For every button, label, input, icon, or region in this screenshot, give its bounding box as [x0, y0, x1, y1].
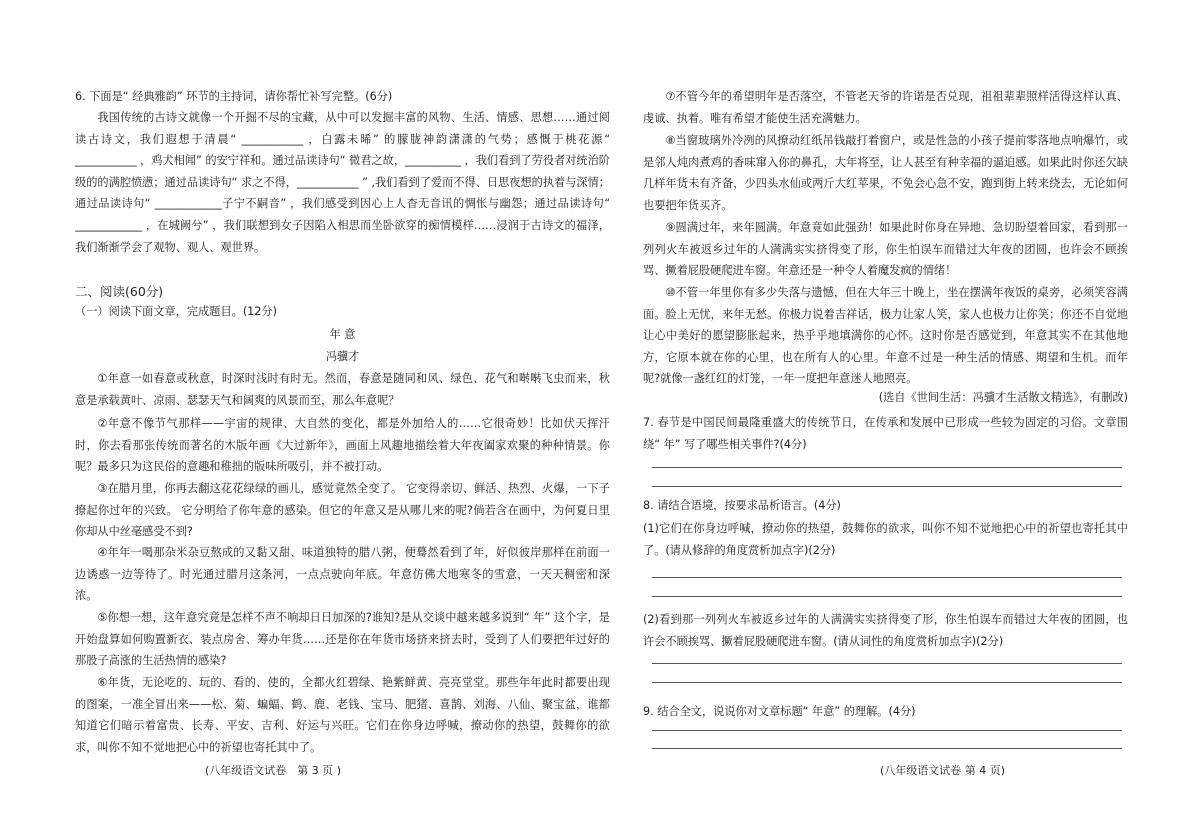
- q8-2-answer-line-2[interactable]: [652, 682, 1122, 683]
- article-source: (选自《世间生活：冯骥才生活散文精选》，有删改): [878, 391, 1128, 404]
- left-page-footer: (八年级语文试卷 第 3 页 ): [205, 764, 342, 777]
- para-6: ⑥年货，无论吃的、玩的、看的、使的，全都火红碧绿、艳紫鲜黄、亮亮堂堂。那些年年此时都要出现的图案，一准全冒出来——松、菊、蝙蝠、鹤、鹿、老钱、宝马、肥猪、喜鹊、刘海、八仙、聚宝盆，谁都知道它们暗示着富贵、长寿、平安、吉利、好运与兴旺。它们在你身边呼喊，撩动你的热望，鼓舞你的欲求，叫你不知不觉地把心中的祈望也寄托其中了。: [75, 676, 610, 754]
- q9-answer-line-1[interactable]: [652, 730, 1122, 731]
- section-reading-heading: 二、阅读(60分): [75, 284, 164, 299]
- q8-1-answer-line-1[interactable]: [652, 577, 1122, 578]
- article-author: 冯骥才: [325, 350, 360, 363]
- q8-prompt: 8. 请结合语境，按要求品析语言。(4分): [643, 499, 841, 512]
- q8-1-prompt: (1)它们在你身边呼喊，撩动你的热望，鼓舞你的欲求，叫你不知不觉地把心中的祈望也寄托其中了。(请从修辞的角度赏析加点字)(2分): [643, 522, 1128, 557]
- right-page-footer: (八年级语文试卷 第 4 页): [880, 764, 1006, 777]
- part1-heading: （一）阅读下面文章，完成题目。(12分): [75, 305, 277, 318]
- para-1: ①年意一如春意或秋意，时深时浅时有时无。然而，春意是随同和风、绿色、花气和啭啭飞虫而来，秋意是承载黄叶、凉雨、瑟瑟天气和阔爽的风景而至，那么年意呢？: [75, 372, 610, 407]
- para-9: ⑨圆满过年，来年圆满。年意竟如此强劲！如果此时你身在异地、急切盼望着回家，看到那一列列火车被返乡过年的人满满实实挤得变了形，你生怕误车而错过大年夜的团圆，也许会不顾挨骂、撅着屁股硬爬进车窗。年意还是一种令人着魔发疯的情绪！: [643, 221, 1128, 278]
- q7-answer-line-1[interactable]: [652, 467, 1122, 468]
- para-4: ④年年一喝那杂米杂豆熬成的又黏又甜、味道独特的腊八粥，便蓦然看到了年，好似彼岸那样在前面一边诱惑一边等待了。时光通过腊月这条河，一点点驶向年底。年意仿佛大地寒冬的雪意，一天天稠密和深浓。: [75, 546, 610, 603]
- q8-1-answer-line-2[interactable]: [652, 596, 1122, 597]
- para-3: ③在腊月里，你再去翻这花花绿绿的画儿，感觉竟然全变了。 它变得亲切、鲜活、热烈、火爆，一下子撩起你过年的兴致。 它分明给了你年意的感染。但它的年意又是从哪儿来的呢?倘若含在画中，为何夏日里你却从中丝毫感受不到?: [75, 482, 610, 539]
- para-2: ②年意不像节气那样——宇宙的规律、大自然的变化，都是外加给人的……它很奇妙！比如伏天挥汗时，你去看那张传统而著名的木版年画《大过新年》，画面上风趣地描绘着大年夜阖家欢聚的种种情景。你呢？最多只为这民俗的意趣和稚拙的版味所吸引，并不被打动。: [75, 417, 610, 474]
- q7-answer-line-2[interactable]: [652, 486, 1122, 487]
- q9-answer-line-2[interactable]: [652, 748, 1122, 749]
- q7-prompt: 7. 春节是中国民间最隆重盛大的传统节日，在传承和发展中已形成一些较为固定的习俗。文章围绕“ 年” 写了哪些相关事件?(4分): [643, 416, 1128, 451]
- para-10: ⑩不管一年里你有多少失落与遗憾，但在大年三十晚上，坐在摆满年夜饭的桌旁，必须笑容满面。脸上无忧，来年无愁。你极力说着吉祥话，极力让家人笑，家人也极力让你笑；你还不自觉地让心中美好的愿望膨胀起来，热乎乎地填满你的心怀。这时你是否感觉到，年意其实不在其他地方，它原本就在你的心里，也在所有人的心里。年意不过是一种生活的情感、期望和生机。而年呢?就像一盏红红的灯笼，一年一度把年意迷人地照亮。: [643, 286, 1128, 386]
- article-title: 年 意: [329, 328, 356, 341]
- q6-body: 我国传统的古诗文就像一个开掘不尽的宝藏，从中可以发掘丰富的风物、生活、情感、思想……通过阅读古诗文，我们遐想于清晨“ ___________ ，白露未晞” 的朦胧神韵潇潇的气势；感慨于桃花源“ ___________ ，鸡犬相闻” 的安宁祥和。通过品读诗句“ 微君之故，__________ ，我们看到了劳役者对统治阶级的的满腔愤懑；通过品读诗句“ 求之不得，___________ ” ,我们看到了爱而不得、日思夜想的执着与深情；通过品读诗句“ ____________子宁不嗣音” ，我们感受到因心上人杳无音讯的惆怅与幽怨；通过品读诗句“ ____________ ，在城阙兮” ，我们联想到女子因陷入相思而坐卧欲穿的痴情模样……浸润于古诗文的福泽，我们渐渐学会了观物、观人、观世界。: [75, 111, 610, 254]
- q9-prompt: 9. 结合全文，说说你对文章标题“ 年意” 的理解。(4分): [643, 705, 916, 718]
- para-8: ⑧当窗玻璃外冷冽的风撩动红纸吊钱敲打着窗户，或是性急的小孩子提前零落地点响爆竹，或是邻人炖肉煮鸡的香味窜入你的鼻孔，大年将至，让人甚至有种幸福的逼迫感。如果此时你还欠缺几样年货未有齐备，少四头水仙或两斤大红苹果，不免会心急不安，跑到街上转来绕去，无论如何也要把年货买齐。: [643, 134, 1128, 212]
- para-7: ⑦不管今年的希望明年是否落空，不管老天爷的许诺是否兑现，祖祖辈辈照样活得这样认真、虔诚、执着。唯有希望才能使生活充满魅力。: [643, 90, 1128, 125]
- q6-title: 6. 下面是“ 经典雅韵” 环节的主持词，请你帮忙补写完整。(6分): [75, 90, 393, 103]
- para-5: ⑤你想一想，这年意究竟是怎样不声不响却日日加深的?谁知?是从交谈中越来越多说到“ 年” 这个字，是开始盘算如何购置新衣、装点房舍、筹办年货……还是你在年货市场挤来挤去时，受到了人们要把年过好的那股子高涨的生活热情的感染?: [75, 611, 610, 668]
- q8-2-answer-line-1[interactable]: [652, 663, 1122, 664]
- q8-2-prompt: (2)看到那一列列火车被返乡过年的人满满实实挤得变了形，你生怕误车而错过大年夜的团圆，也许会不顾挨骂、撅着屁股硬爬进车窗。(请从词性的角度赏析加点字)(2分): [643, 613, 1128, 648]
